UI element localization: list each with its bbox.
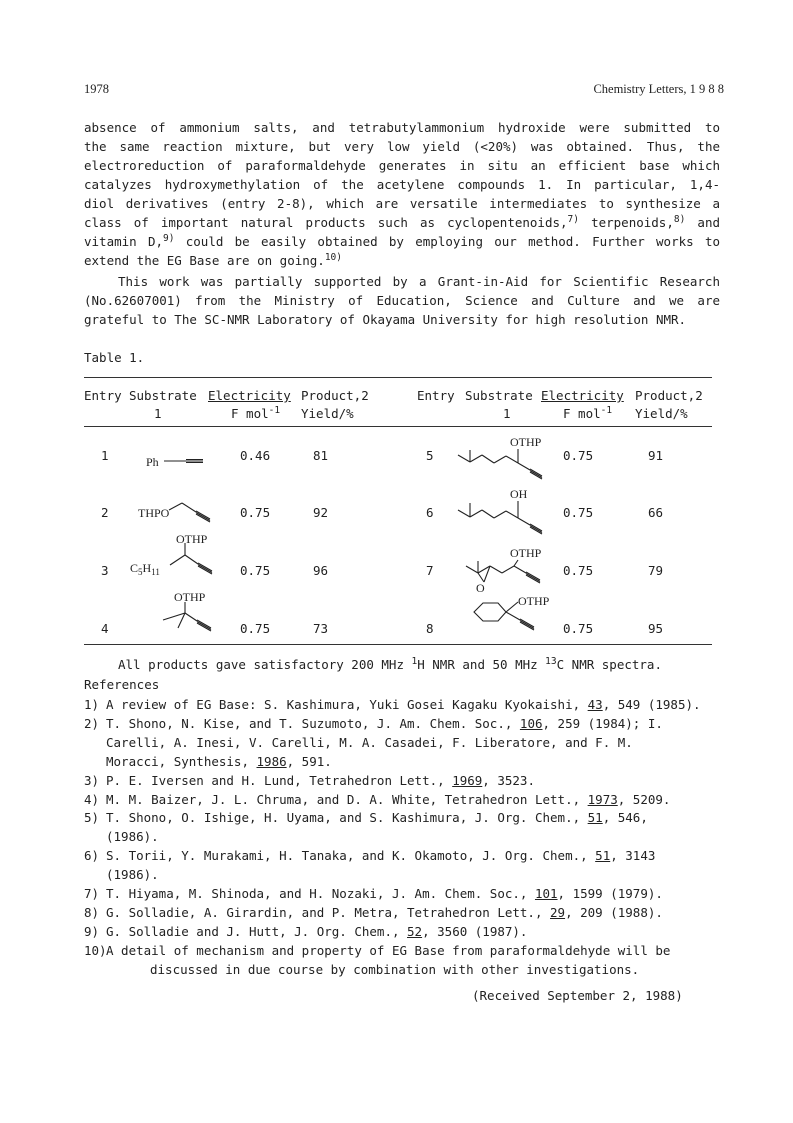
reference-number: 6) <box>84 848 100 864</box>
entry-number: 1 <box>101 448 109 463</box>
reference-number: 8) <box>84 904 100 920</box>
reference-number: 2) <box>84 715 100 731</box>
header-substrate: Substrate <box>465 388 533 403</box>
electricity-value: 0.75 <box>563 621 594 636</box>
entry-number: 2 <box>101 505 109 520</box>
electricity-value: 0.75 <box>563 563 594 578</box>
reference-line: 8) G. Solladie, A. Girardin, and P. Metra, Tetrahedron Lett., 29, 209 (1988). <box>84 904 663 920</box>
structure-entry8 <box>474 602 534 630</box>
reference-line: 9) G. Solladie and J. Hutt, J. Org. Chem., 52, 3560 (1987). <box>84 923 528 939</box>
body-line: electroreduction of paraformaldehyde generates in situ an efficient base which <box>84 158 720 173</box>
header-substrate-number: 1 <box>503 406 511 421</box>
body-line: extend the EG Base are on going.$^{10)}$ <box>84 252 342 268</box>
header-f-mol: F mol$^{-1}$ <box>231 405 281 421</box>
electricity-value: 0.75 <box>563 505 594 520</box>
header-yield: Yield/% <box>635 406 688 421</box>
reference-line: 6) S. Torii, Y. Murakami, H. Tanaka, and K. Okamoto, J. Org. Chem., 51, 3143 <box>84 848 656 864</box>
header-electricity: Electricity <box>541 388 624 403</box>
body-line: absence of ammonium salts, and tetrabutylammonium hydroxide were submitted to <box>84 120 720 135</box>
electricity-value: 0.46 <box>240 448 271 463</box>
entry-number: 6 <box>426 505 434 520</box>
substrate-label-c5h11: $C_5H_{11}$ <box>130 561 160 577</box>
entry-number: 3 <box>101 563 109 578</box>
entry-number: 8 <box>426 621 434 636</box>
yield-value: 91 <box>648 448 664 463</box>
body-line: diol derivatives (entry 2-8), which are versatile intermediates to synthesize a <box>84 196 720 211</box>
references-heading: References <box>84 677 160 692</box>
header-substrate-number: 1 <box>154 406 162 421</box>
reference-line: 1) A review of EG Base: S. Kashimura, Yuki Gosei Kagaku Kyokaishi, 43, 549 (1985). <box>84 697 701 712</box>
header-yield: Yield/% <box>301 406 354 421</box>
body-line: This work was partially supported by a Grant-in-Aid for Scientific Research <box>118 274 720 289</box>
structure-thp-propargyl <box>169 503 210 522</box>
reference-line: 4) M. M. Baizer, J. L. Chruma, and D. A. White, Tetrahedron Lett., 1973, 5209. <box>84 791 671 807</box>
electricity-value: 0.75 <box>240 563 271 578</box>
substrate-label-epoxide-o: O <box>476 581 485 595</box>
substrate-label-ph: Ph <box>146 455 159 469</box>
reference-number: 1) <box>84 697 100 712</box>
entry-number: 5 <box>426 448 434 463</box>
entry-number: 7 <box>426 563 434 578</box>
reference-line: Carelli, A. Inesi, V. Carelli, M. A. Casadei, F. Liberatore, and F. M. <box>106 734 633 750</box>
header-product: Product,2 <box>301 388 369 403</box>
yield-value: 79 <box>648 563 664 578</box>
entry-number: 4 <box>101 621 109 636</box>
substrate-label-othp: OTHP <box>510 435 542 449</box>
reference-number: 7) <box>84 886 100 901</box>
header-entry: Entry <box>84 388 122 403</box>
table-caption: Table 1. <box>84 350 145 365</box>
yield-value: 81 <box>313 448 329 463</box>
body-line: catalyzes hydroxymethylation of the acetylene compounds 1. In particular, 1,4- <box>84 177 720 192</box>
substrate-label-oh: OH <box>510 487 528 501</box>
structure-entry7 <box>466 560 540 583</box>
header-substrate: Substrate <box>129 388 197 403</box>
reference-number: 9) <box>84 923 100 939</box>
reference-number: 5) <box>84 810 100 826</box>
structure-entry6 <box>458 501 542 534</box>
reference-line: 3) P. E. Iversen and H. Lund, Tetrahedron Lett., 1969, 3523. <box>84 772 535 788</box>
structure-c5-propargyl <box>170 543 212 574</box>
body-line: grateful to The SC-NMR Laboratory of Okayama University for high resolution NMR. <box>84 312 687 327</box>
yield-value: 95 <box>648 621 664 636</box>
reference-line: discussed in due course by combination with other investigations. <box>150 961 640 977</box>
electricity-value: 0.75 <box>563 448 594 463</box>
structure-tertiary-alkyne <box>163 602 211 631</box>
reference-number: 10) <box>84 942 107 958</box>
nmr-note: All products gave satisfactory 200 MHz $^1$H NMR and 50 MHz $^{13}$C NMR spectra. <box>118 656 662 672</box>
substrate-label-othp: OTHP <box>518 594 550 608</box>
header-f-mol: F mol$^{-1}$ <box>563 405 613 421</box>
reference-line: 7) T. Hiyama, M. Shinoda, and H. Nozaki, J. Am. Chem. Soc., 101, 1599 (1979). <box>84 886 663 901</box>
substrate-label-othp: OTHP <box>176 532 208 546</box>
electricity-value: 0.75 <box>240 505 271 520</box>
reference-line: 5) T. Shono, O. Ishige, H. Uyama, and S. Kashimura, J. Org. Chem., 51, 546, <box>84 810 648 826</box>
body-line: (No.62607001) from the Ministry of Education, Science and Culture and we are <box>84 293 720 308</box>
structure-entry5 <box>458 449 542 479</box>
yield-value: 96 <box>313 563 329 578</box>
header-electricity: Electricity <box>208 388 291 403</box>
header-entry: Entry <box>417 388 455 403</box>
reference-line: Moracci, Synthesis, 1986, 591. <box>106 753 332 769</box>
journal-running-head: Chemistry Letters, 1 9 8 8 <box>593 82 724 96</box>
electricity-value: 0.75 <box>240 621 271 636</box>
body-line: vitamin D,$^{9)}$ could be easily obtained by employing our method. Further works to <box>84 233 720 249</box>
reference-line: (1986). <box>106 829 159 845</box>
page-number: 1978 <box>84 82 109 96</box>
substrate-label-othp: OTHP <box>174 590 206 604</box>
header-product: Product,2 <box>635 388 703 403</box>
reference-number: 4) <box>84 791 100 807</box>
reference-number: 3) <box>84 772 100 788</box>
body-line: class of important natural products such as cyclopentenoids,$^{7)}$ terpenoids,$^{8)}$ and <box>84 214 721 230</box>
yield-value: 92 <box>313 505 329 520</box>
body-line: the same reaction mixture, but very low yield (<20%) was obtained. Thus, the <box>84 139 720 154</box>
reference-line: 2) T. Shono, N. Kise, and T. Suzumoto, J. Am. Chem. Soc., 106, 259 (1984); I. <box>84 715 663 731</box>
yield-value: 66 <box>648 505 664 520</box>
received-date: (Received September 2, 1988) <box>472 988 683 1003</box>
structure-phenylacetylene <box>164 460 203 463</box>
substrate-label-thpo: THPO <box>138 506 170 520</box>
reference-line: (1986). <box>106 867 159 883</box>
reference-line: 10)A detail of mechanism and property of EG Base from paraformaldehyde will be <box>84 942 671 958</box>
substrate-label-othp: OTHP <box>510 546 542 560</box>
yield-value: 73 <box>313 621 329 636</box>
